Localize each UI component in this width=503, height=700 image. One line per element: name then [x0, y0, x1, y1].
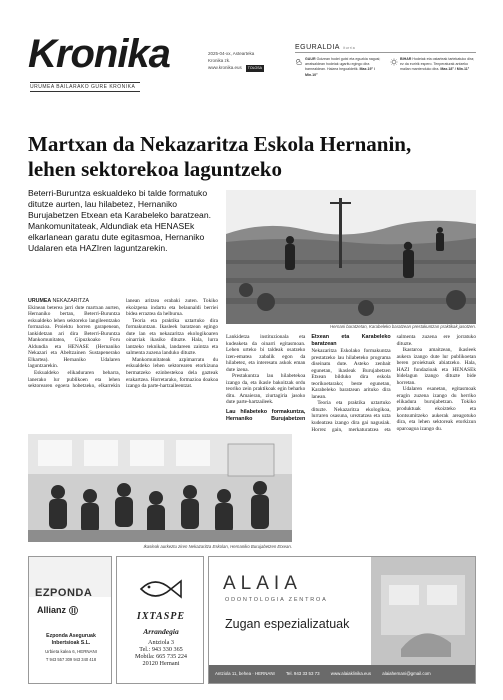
- section-band: URUMEA BAILARAKO GURE KRONIKA: [30, 82, 140, 92]
- body-paragraph: Teoria eta praktika uztartuko dira formakuntzan. Ikasleek baratzean egingo dute lan eta nekazaritza ekologikoaren oinarriak ikasiko dituzte. Hala, lurra lantzeko teknikak, landareen zaintza eta salmenta zuzena landuko dituzte.: [126, 317, 218, 357]
- article-body-left: [28, 298, 218, 432]
- photo-classroom[interactable]: [28, 434, 292, 542]
- ad-ixtaspe-sub: Arrandegia: [143, 627, 179, 636]
- headline-line-1: Martxan da Nekazaritza Eskola Hernanin,: [28, 132, 412, 156]
- photo-field-workers[interactable]: [226, 190, 476, 324]
- body-paragraph: Udalaren esanetan, egitasmoak eragin zuzena izango du herriko elikadura burujabetzan. Tokiko produktuak ekoizteko eta kontsumitzeko aukerak areagotuko dira, eta lehen sektoreak etorkizun oparoagoa izango du.: [396, 386, 476, 432]
- weather-title: [295, 44, 476, 53]
- ad-ixtaspe[interactable]: [116, 556, 204, 684]
- sun-icon: [390, 58, 398, 66]
- allianz-logo-icon: [69, 606, 78, 615]
- body-paragraph: Ekinean beterea jarri dute martxan aurten, Hernaniko bertan, Beterri-Buruntza eskualdeko lehen sektoreko langileentzako formazioa. Proiektu horren garapenean, lankidetzan ari dira Beterri-Buruntza Mankomunitatea, Gipuzkoako Foru Aldundia eta HENASE (Hernaniko Nekazari eta Abeltzainen Sustapenerako Elkartea). Hernaniko Udalaren laguntzarekin.: [28, 304, 120, 370]
- ad-alaia-tagline: Zugan espezializatuak: [225, 617, 350, 631]
- location-name: URUMEA: [28, 298, 52, 304]
- body-paragraph: Eskualdeko elikaduraren beharra, lanerako lur publikoen eta lehen sektorearen egoera hobetzeko, elkarrekin lanean aritzea erabaki zuten. Tokiko ekoizpena indartu eta belaunaldi berriei bidea erraztea da helburua.: [28, 298, 218, 390]
- weather-box: [295, 44, 476, 100]
- ad-ixtaspe-address: Antziola 3: [148, 639, 174, 646]
- newspaper-logo[interactable]: Kronika: [28, 32, 170, 76]
- advertisements: [28, 556, 476, 684]
- field-photo-image: [226, 190, 476, 324]
- body-paragraph: Teoria eta praktika uztartuko dituzte. Nekazaritza ekologikoa, lurraren osasuna, ureztatzea eta uzta kudeatzea izango dira gai nagusiak. Horrez gain, merkaturatzea eta salmenta zuzena ere jorratuko dituzte.: [311, 334, 476, 433]
- publisher-badge: TOLOSA: [247, 66, 262, 70]
- body-paragraph: Mankomunitateak azpimarratu du eskualdeko lehen sektorearen etorkizuna bermatzeko ezinbestekoa dela gazteak erakartzea. Horretarako, formazioa doakoa izango da parte-hartzaileentzat.: [126, 356, 218, 390]
- website-link[interactable]: www.kronika.eus: [208, 65, 242, 70]
- body-paragraph: Prestakuntza lau hilabetekoa izango da, eta ikasle bakoitzak ordu teoriko zein praktikoak egin beharko ditu. Amaieran, ziurtagiria jasoko dute parte-hartzaileek.: [226, 373, 306, 406]
- photo1-caption: Hernani baratzetan, Karabeleko baratzean prestakuntzan praktikak jasotzen.: [330, 324, 476, 329]
- ad-alaia-photo: [371, 557, 475, 667]
- weather-tomorrow: [390, 57, 476, 73]
- weather-today-text: Goizean hodei gutxi eta eguzkia nagusi; arratsaldean hodeiak ugaritu egingo dira barnealdean. Haizea hegoaldetik.: [305, 57, 381, 72]
- weather-tomorrow-label: BIHAR: [400, 57, 412, 61]
- ad-ixtaspe-mobile: Mobila: 665 735 224: [134, 653, 188, 660]
- section-name: NEKAZARITZA: [52, 298, 90, 304]
- weather-today: [295, 57, 381, 78]
- weather-today-label: GAUR: [305, 57, 316, 61]
- classroom-photo-image: [28, 434, 292, 542]
- ad-ezponda-phones: T 943 557 309 943 340 418: [45, 657, 97, 662]
- ad-ixtaspe-postal: 20120 Hernani: [142, 660, 180, 667]
- weather-today-temps: Max.19° / Min.10°: [305, 67, 375, 77]
- ad-ixtaspe-tel: Tel.: 943 330 365: [139, 646, 183, 653]
- photo2-caption: Ikasleak aurkeztu ziren Nekazaritza Eskolan, Hernaniko Burujabetzen Etxean.: [143, 544, 292, 549]
- sun-cloud-icon: [295, 58, 303, 66]
- ad-alaia-email[interactable]: alaiahernani@gmail.com: [382, 671, 431, 676]
- ad-alaia-web[interactable]: www.alaiaklinika.eus: [330, 671, 372, 676]
- ad-ezponda-name: EZPONDA: [35, 587, 93, 599]
- dental-clinic-image: [371, 557, 475, 667]
- weather-tomorrow-text: Hodeiak eta ostarteak tartekatuko dira; ez da euririk espero. Tenperaturak antzeko mailan mantenduko dira.: [400, 57, 475, 72]
- ad-alaia-tel: Tel. 943 33 53 73: [285, 671, 320, 676]
- issue-meta: [208, 50, 264, 72]
- date-line: 2025-04-xx, Astearteka: [208, 51, 255, 56]
- location-tag: [28, 298, 89, 304]
- ad-ezponda-company: Ezponda Aseguruak Inbertsioak S.L.: [46, 633, 96, 646]
- ad-ixtaspe-contact: [117, 639, 204, 667]
- body-paragraph: Lankidetza instituzionala eta kudeaketa da oinarri egitasmoan. Lehen urteko bi taldeak osatzeko izen-ematea zabalik egon da hilabetez, eta interesatu askok eman dute izena.: [226, 334, 306, 373]
- article-lead: Beterri-Buruntza eskualdeko bi talde formatuko ditutze aurten, lau hilabetez, Hernaniko Burujabetzen Etxean eta Karabeleko baratzean. Mankomunitateak, Aldundiak eta HENASEk elkarlanean garatu dute egitasmoa, Hernaniko Udalaren eta HAZIren laguntzarekin.: [28, 188, 211, 253]
- ad-ezponda[interactable]: [28, 556, 112, 684]
- body-paragraph: Ikastaroa amaitzean, ikasleek aukera izango dute lur publikoetan beren proiektuak abiatzeko. Hala, HAZI fundazioak eta HENASEk bidelagun izango dituzte bide horretan.: [396, 347, 476, 386]
- fish-icon: [137, 571, 185, 607]
- masthead: [28, 28, 476, 104]
- weather-source: iturria: [342, 46, 356, 50]
- weather-tomorrow-temps: Max.18° / Min.11°: [440, 67, 470, 72]
- weather-heading: EGURALDIA: [295, 44, 340, 51]
- ad-ezponda-address: Urbieta kalea 6, HERNANI: [45, 649, 97, 654]
- allianz-text: Allianz: [37, 605, 67, 615]
- body-paragraph: Nekazaritza Eskolako formakuntza prestatzeko lau hilabeteko programa diseinatu dute. Asteko zenbait egunetan, ikasleak Burujabetzen Etxean bilduko dira eskola teorikoetarako; beste egunetan, Karabeleko baratzean arituko dira lanean.: [311, 348, 391, 400]
- ad-allianz-brand: [37, 605, 78, 615]
- ad-alaia-contact-bar: [209, 665, 476, 683]
- ad-alaia-name: ALAIA: [223, 573, 302, 594]
- issue-line: Kronika zk.: [208, 58, 231, 63]
- ad-alaia-sub: ODONTOLOGIA ZENTROA: [225, 597, 328, 603]
- ad-ixtaspe-name: IXTASPE: [136, 611, 186, 622]
- headline-line-2: lehen sektorekoa laguntzeko: [28, 157, 282, 181]
- article-subhead: Lau hilabeteko formakuntza, Hernaniko Burujabetzen Etxean eta Karabeleko baratzean: [226, 334, 391, 422]
- ad-alaia-address: Antziola 11, behea · HERNANI: [215, 671, 275, 676]
- article-headline: [28, 132, 476, 182]
- ad-alaia[interactable]: [208, 556, 476, 684]
